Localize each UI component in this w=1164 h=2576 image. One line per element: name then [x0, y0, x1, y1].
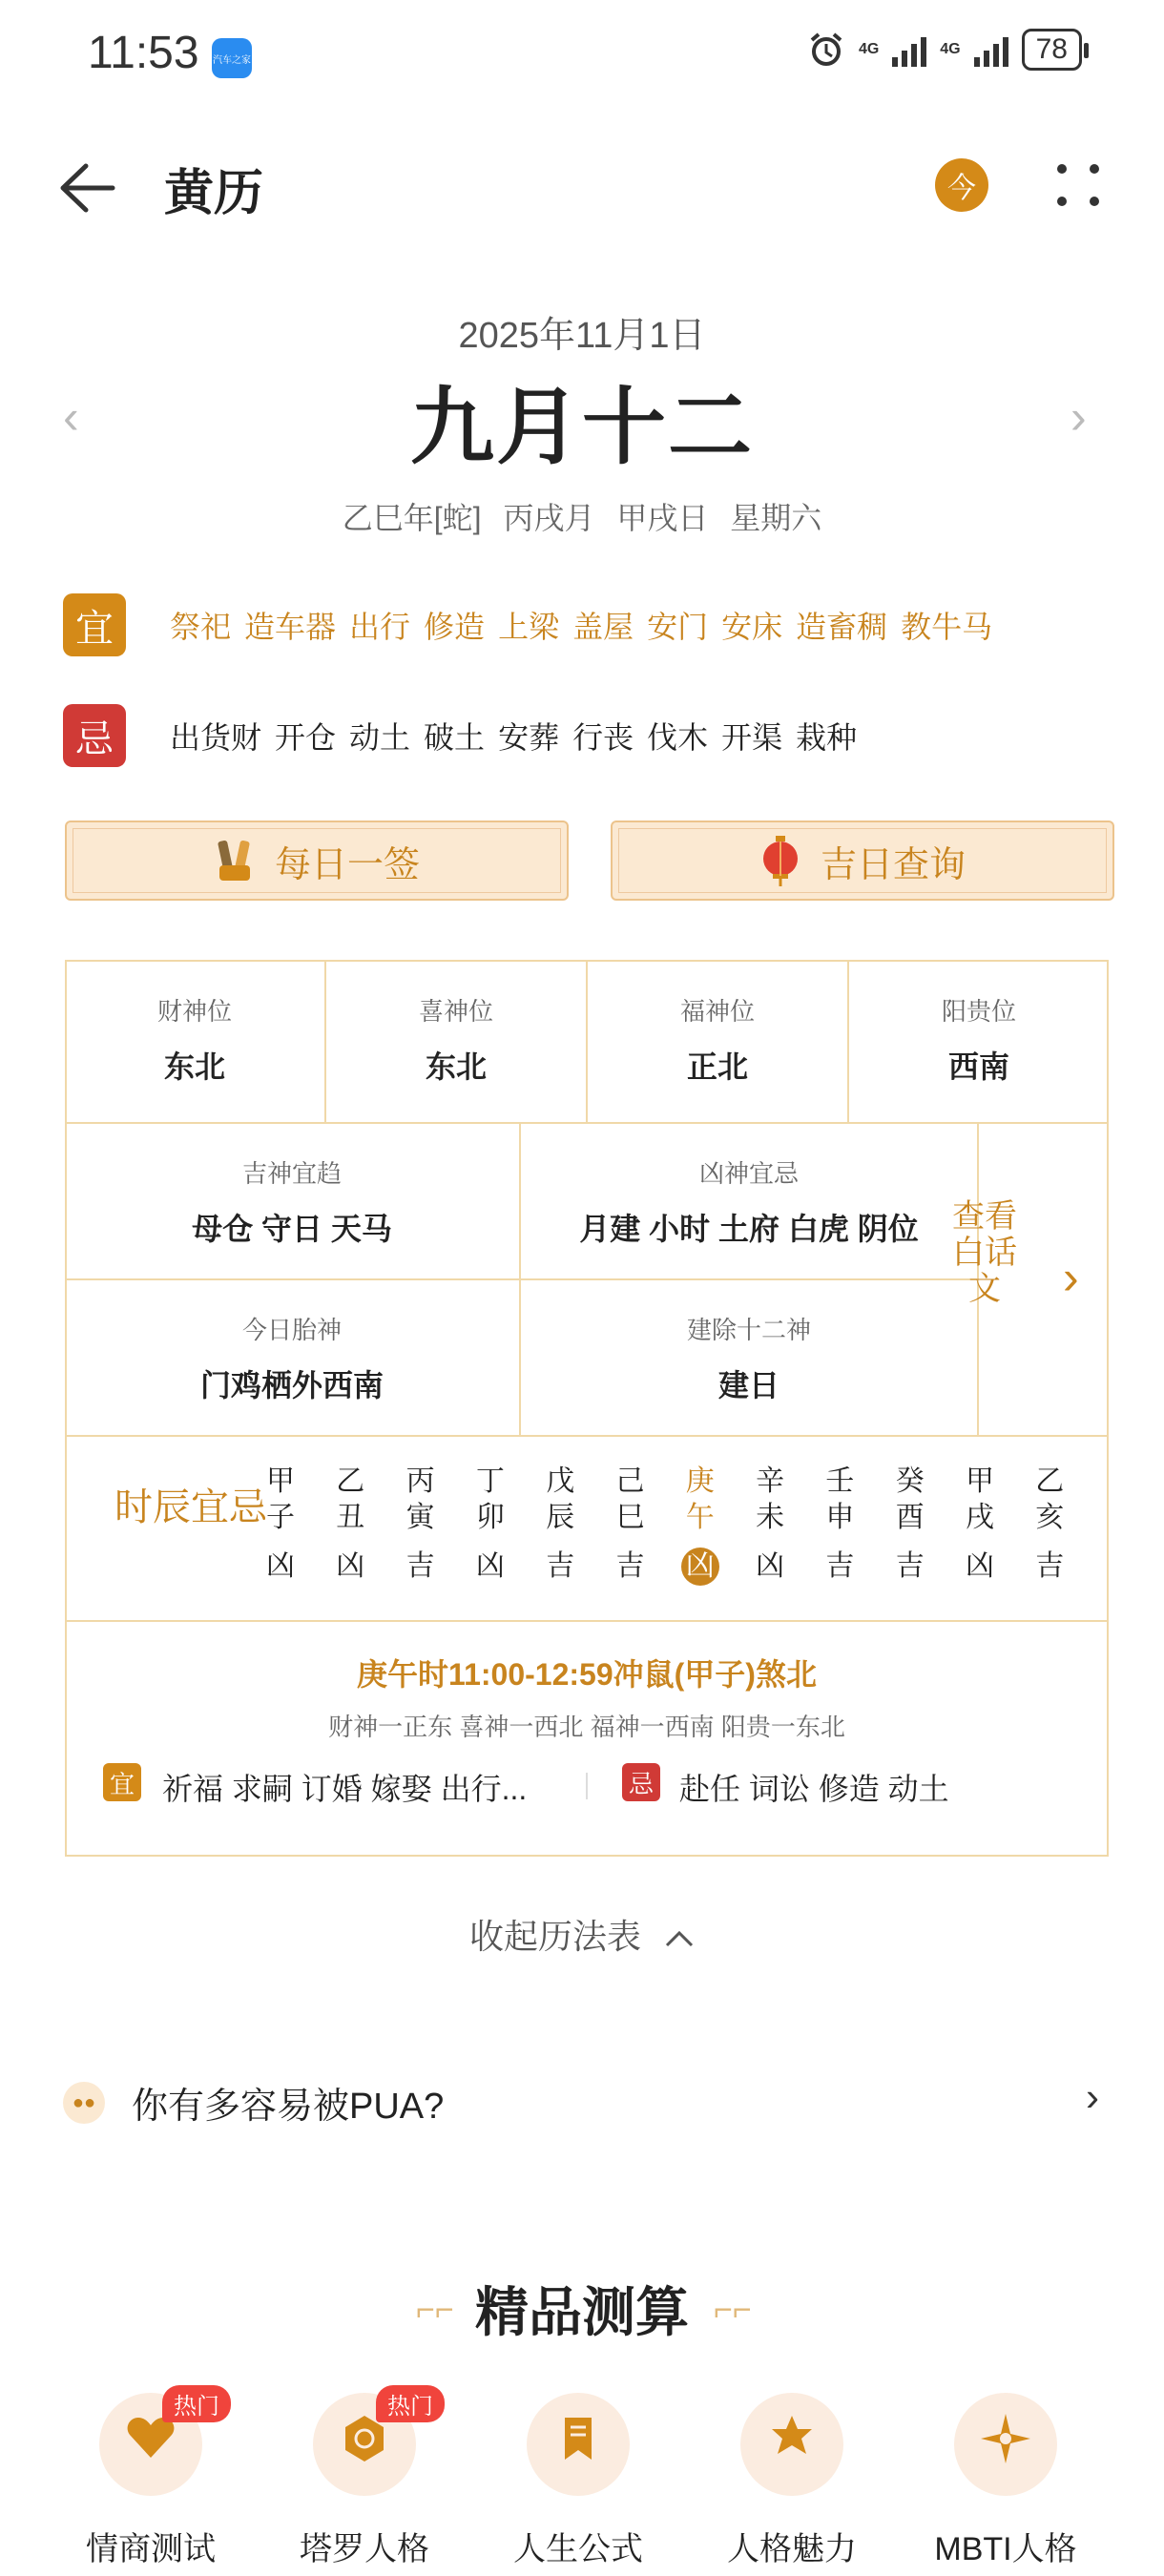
fortune-stick-icon [214, 837, 256, 884]
ji-item: 破土 [424, 720, 486, 755]
ji-item: 安葬 [498, 720, 560, 755]
star-icon [765, 2412, 819, 2477]
hour-luck: 凶 [475, 1550, 505, 1582]
fetal-god-cell [65, 1311, 519, 1405]
current-ji-text: 赴任 词讼 修造 动土 [679, 1772, 949, 1806]
hour-column[interactable] [811, 1464, 868, 1586]
gregorian-date: 2025年11月1日 [458, 316, 706, 356]
lunar-date: 九月十二 [409, 380, 754, 474]
hour-column[interactable] [1021, 1464, 1078, 1586]
daily-sign-button[interactable] [65, 821, 569, 901]
hour-luck: 吉 [895, 1550, 925, 1582]
view-plain-text-link[interactable] [945, 1198, 1025, 1307]
yi-item: 安门 [647, 610, 709, 644]
ji-item: 出货财 [170, 720, 262, 755]
jianchu-cell [521, 1311, 977, 1405]
premium-icon-circle [740, 2393, 843, 2496]
hour-branch: 申 [825, 1502, 855, 1533]
yi-item: 祭祀 [170, 610, 232, 644]
god-label: 福神位 [679, 997, 755, 1026]
hour-luck: 凶 [336, 1550, 365, 1582]
hour-column[interactable] [392, 1464, 449, 1586]
premium-item-2[interactable] [492, 2393, 664, 2569]
bookmark-icon [551, 2412, 605, 2477]
hour-stem: 庚 [685, 1465, 715, 1497]
hour-column[interactable] [741, 1464, 799, 1586]
premium-label: 人生公式 [513, 2531, 643, 2567]
hour-stem: 癸 [895, 1465, 925, 1497]
hot-badge: 热门 [162, 2385, 231, 2422]
hour-branch: 辰 [546, 1502, 575, 1533]
ji-badge: 忌 [63, 704, 126, 767]
yi-list [170, 603, 992, 647]
hour-luck: 吉 [825, 1550, 855, 1582]
spirit-value: 母仓 守日 天马 [192, 1212, 392, 1246]
god-value: 西南 [947, 1049, 1009, 1084]
yi-item: 出行 [349, 610, 411, 644]
hour-branch: 卯 [475, 1502, 505, 1533]
hour-branch: 子 [266, 1502, 295, 1533]
app-notification-icon: 汽车之家 [212, 38, 252, 78]
hour-column[interactable] [322, 1464, 379, 1586]
premium-icon-circle [99, 2393, 219, 2496]
hour-luck: 凶 [966, 1550, 994, 1582]
yi-item: 安床 [721, 610, 783, 644]
ji-item: 栽种 [796, 720, 858, 755]
hour-stem: 丙 [405, 1465, 435, 1497]
hour-branch: 巳 [615, 1502, 645, 1533]
hour-luck: 凶 [266, 1550, 295, 1582]
status-time: 11:53 [88, 28, 199, 78]
hour-branch: 戌 [966, 1502, 994, 1533]
ji-item: 动土 [349, 720, 411, 755]
hot-badge: 热门 [376, 2385, 445, 2422]
premium-icon-circle [954, 2393, 1057, 2496]
yi-item: 盖屋 [572, 610, 634, 644]
wealth-god-cell [65, 992, 324, 1087]
hour-stem: 戊 [546, 1465, 575, 1497]
daily-sign-label: 每日一签 [274, 844, 420, 885]
hour-branch: 丑 [336, 1502, 365, 1533]
hour-luck: 吉 [405, 1550, 435, 1582]
hour-column[interactable] [672, 1464, 729, 1586]
lantern-icon [759, 834, 801, 887]
battery-icon: 78 [1022, 29, 1082, 71]
more-icon[interactable] [1057, 164, 1099, 206]
hour-column[interactable] [252, 1464, 309, 1586]
hour-branch: 未 [756, 1502, 785, 1533]
collapse-label: 收起历法表 [468, 1917, 641, 1956]
hour-luck: 凶 [681, 1548, 719, 1586]
compass-icon [979, 2412, 1032, 2477]
hour-stem: 己 [615, 1465, 645, 1497]
hour-stem: 乙 [336, 1465, 365, 1497]
premium-item-1[interactable] [279, 2393, 450, 2569]
spirit-value: 建日 [717, 1368, 779, 1402]
premium-icon-circle [313, 2393, 433, 2496]
joy-god-cell [326, 992, 586, 1087]
yi-item: 修造 [424, 610, 486, 644]
spirit-label: 建除十二神 [686, 1316, 811, 1344]
hours-label: 时辰宜忌 [114, 1486, 267, 1528]
signal-icon [892, 32, 926, 67]
spirit-label: 凶神宜忌 [698, 1159, 799, 1188]
hour-luck: 吉 [546, 1550, 575, 1582]
spirit-label: 今日胎神 [241, 1316, 342, 1344]
signal-icon-2 [974, 32, 1008, 67]
next-day-chevron-icon[interactable]: › [1070, 390, 1087, 444]
back-arrow-icon[interactable] [57, 158, 116, 218]
god-value: 东北 [425, 1049, 487, 1084]
chevron-right-icon[interactable]: › [1086, 2074, 1099, 2119]
view-plain-text-label: 查看白话文 [952, 1198, 1017, 1307]
premium-label: 情商测试 [86, 2531, 216, 2567]
status-indicators [807, 29, 1082, 71]
hour-branch: 午 [685, 1502, 715, 1533]
premium-icon-circle [527, 2393, 630, 2496]
hour-branch: 寅 [405, 1502, 435, 1533]
lucky-day-button[interactable] [611, 821, 1114, 901]
ji-item: 开仓 [275, 720, 337, 755]
yi-item: 教牛马 [901, 610, 993, 644]
pua-quiz-link[interactable]: 你有多容易被PUA? [132, 2087, 445, 2127]
ganzhi-info: 乙巳年[蛇] 丙戌月 甲戌日 星期六 [342, 501, 822, 535]
god-value: 正北 [686, 1049, 748, 1084]
prev-day-chevron-icon[interactable]: ‹ [63, 390, 79, 444]
hour-column[interactable] [882, 1464, 939, 1586]
hour-luck: 吉 [615, 1550, 645, 1582]
premium-label: 塔罗人格 [300, 2531, 429, 2567]
hour-luck: 吉 [1035, 1550, 1065, 1582]
alarm-icon [807, 31, 845, 69]
hour-branch: 亥 [1035, 1502, 1065, 1533]
divider [586, 1773, 588, 1799]
hour-stem: 丁 [475, 1465, 505, 1497]
premium-item-0[interactable] [65, 2393, 237, 2569]
current-hour-title: 庚午时11:00-12:59冲鼠(甲子)煞北 [357, 1657, 817, 1692]
spirit-value: 月建 小时 土府 白虎 阴位 [579, 1212, 919, 1246]
hour-column[interactable] [462, 1464, 519, 1586]
god-label: 喜神位 [418, 997, 493, 1026]
chevron-up-icon [664, 1917, 695, 1957]
current-yi-text: 祈福 求嗣 订婚 嫁娶 出行... [162, 1772, 528, 1806]
yi-item: 上梁 [498, 610, 560, 644]
ji-item: 开渠 [721, 720, 783, 755]
hour-stem: 甲 [966, 1465, 994, 1497]
view-chevron-icon[interactable]: › [1063, 1251, 1079, 1304]
lucky-day-label: 吉日查询 [820, 844, 966, 885]
hour-column[interactable] [602, 1464, 659, 1586]
spirit-label: 吉神宜趋 [241, 1159, 342, 1188]
god-label: 阳贵位 [941, 997, 1016, 1026]
hour-stem: 甲 [266, 1465, 295, 1497]
today-button[interactable]: 今 [935, 158, 988, 212]
current-hour-gods: 财神一正东 喜神一西北 福神一西南 阳贵一东北 [328, 1713, 845, 1741]
title-decoration-right: ⌐⌐ [714, 2292, 752, 2328]
premium-item-4[interactable] [920, 2393, 1091, 2569]
premium-label: 人格魅力 [727, 2531, 857, 2567]
hour-column[interactable] [531, 1464, 589, 1586]
ji-list [170, 714, 857, 758]
collapse-table-button[interactable] [0, 1910, 1164, 1959]
people-icon: ●● [63, 2082, 105, 2124]
network-type-2: 4G [940, 41, 961, 57]
current-yi-badge: 宜 [103, 1763, 141, 1801]
yi-item: 造畜稠 [796, 610, 888, 644]
network-type-1: 4G [858, 41, 880, 57]
hour-column[interactable] [951, 1464, 1008, 1586]
god-label: 财神位 [156, 997, 232, 1026]
hour-branch: 酉 [895, 1502, 925, 1533]
yi-badge: 宜 [63, 593, 126, 656]
god-value: 东北 [163, 1049, 225, 1084]
hour-stem: 辛 [756, 1465, 785, 1497]
premium-label: MBTI人格 [934, 2531, 1077, 2567]
current-ji-badge: 忌 [622, 1763, 660, 1801]
premium-title: 精品测算 [475, 2282, 689, 2342]
hour-luck: 凶 [756, 1550, 785, 1582]
ji-item: 行丧 [572, 720, 634, 755]
hour-stem: 壬 [825, 1465, 855, 1497]
spirit-value: 门鸡栖外西南 [199, 1368, 384, 1402]
auspicious-spirits-cell [65, 1154, 519, 1249]
yi-item: 造车器 [244, 610, 337, 644]
fortune-god-cell [588, 992, 847, 1087]
premium-item-3[interactable] [706, 2393, 878, 2569]
title-decoration-left: ⌐⌐ [416, 2292, 454, 2328]
noble-god-cell [849, 992, 1109, 1087]
page-title: 黄历 [164, 166, 264, 221]
ji-item: 伐木 [647, 720, 709, 755]
inauspicious-spirits-cell [521, 1154, 977, 1249]
hour-stem: 乙 [1035, 1465, 1065, 1497]
